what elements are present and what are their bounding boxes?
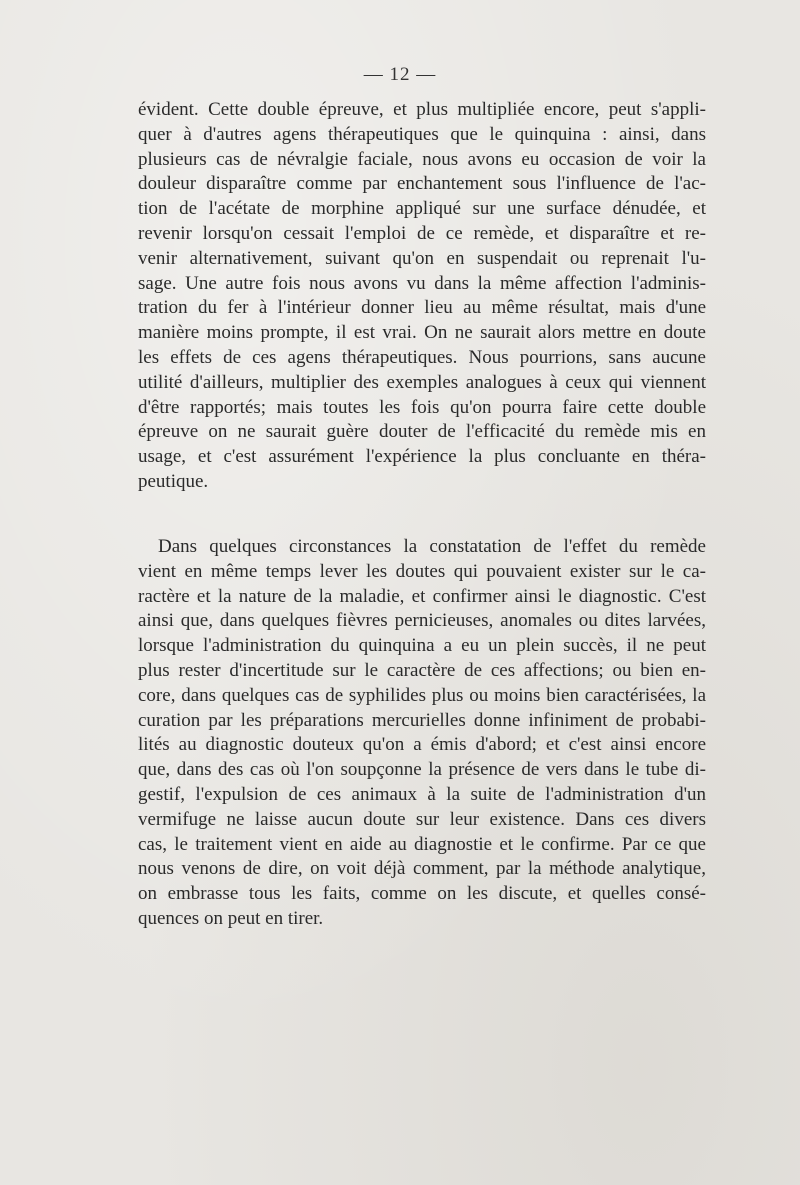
- text-line: curation par les préparations mercurielles donne infiniment de probabi-: [138, 709, 706, 731]
- text-line: tion de l'acétate de morphine appliqué sur une surface dénudée, et: [138, 198, 706, 220]
- text-line: nous venons de dire, on voit déjà comment, par la méthode analytique,: [138, 858, 706, 880]
- text-line: d'être rapportés; mais toutes les fois qu'on pourra faire cette double: [138, 396, 706, 418]
- text-line: venir alternativement, suivant qu'on en suspendait ou reprenait l'u-: [138, 247, 706, 269]
- text-line: revenir lorsqu'on cessait l'emploi de ce remède, et disparaître et re-: [138, 222, 706, 244]
- text-line: manière moins prompte, il est vrai. On ne saurait alors mettre en doute: [138, 322, 706, 344]
- text-line: lorsque l'administration du quinquina a eu un plein succès, il ne peut: [138, 635, 706, 657]
- text-line: tration du fer à l'intérieur donner lieu au même résultat, mais d'une: [138, 297, 706, 319]
- text-line: gestif, l'expulsion de ces animaux à la suite de l'administration d'un: [138, 783, 706, 805]
- text-line: quer à d'autres agens thérapeutiques que le quinquina : ainsi, dans: [138, 123, 706, 145]
- page-number: — 12 —: [363, 64, 437, 85]
- text-line: utilité d'ailleurs, multiplier des exemples analogues à ceux qui viennent: [138, 371, 706, 393]
- text-line: douleur disparaître comme par enchantement sous l'influence de l'ac-: [138, 173, 706, 195]
- text-line: plus rester d'incertitude sur le caractère de ces affections; ou bien en-: [138, 659, 706, 681]
- text-line: sage. Une autre fois nous avons vu dans la même affection l'adminis-: [138, 272, 706, 294]
- text-line: lités au diagnostic douteux qu'on a émis d'abord; et c'est ainsi encore: [138, 734, 706, 756]
- text-line: core, dans quelques cas de syphilides plus ou moins bien caractérisées, la: [138, 684, 706, 706]
- text-line: épreuve on ne saurait guère douter de l'efficacité du remède mis en: [138, 421, 706, 443]
- text-line: les effets de ces agens thérapeutiques. Nous pourrions, sans aucune: [138, 346, 706, 368]
- text-line: peutique.: [138, 470, 209, 492]
- text-line: ainsi que, dans quelques fièvres pernicieuses, anomales ou dites larvées,: [138, 610, 706, 632]
- text-line: usage, et c'est assurément l'expérience la plus concluante en théra-: [138, 446, 706, 468]
- text-line: vient en même temps lever les doutes qui pouvaient exister sur le ca-: [138, 560, 706, 582]
- text-line: que, dans des cas où l'on soupçonne la présence de vers dans le tube di-: [138, 759, 706, 781]
- text-line: cas, le traitement vient en aide au diagnostie et le confirme. Par ce que: [138, 833, 706, 855]
- text-line: évident. Cette double épreuve, et plus multipliée encore, peut s'appli-: [138, 99, 706, 120]
- text-line: plusieurs cas de névralgie faciale, nous avons eu occasion de voir la: [138, 148, 706, 170]
- paragraph-2: [138, 535, 706, 932]
- text-line: ractère et la nature de la maladie, et confirmer ainsi le diagnostic. C'est: [138, 585, 706, 607]
- paragraph-1: [138, 98, 706, 495]
- text-line: on embrasse tous les faits, comme on les discute, et quelles consé-: [138, 883, 706, 905]
- text-line: quences on peut en tirer.: [138, 907, 324, 929]
- text-line: vermifuge ne laisse aucun doute sur leur existence. Dans ces divers: [138, 808, 706, 830]
- text-line: Dans quelques circonstances la constatation de l'effet du remède: [158, 536, 706, 557]
